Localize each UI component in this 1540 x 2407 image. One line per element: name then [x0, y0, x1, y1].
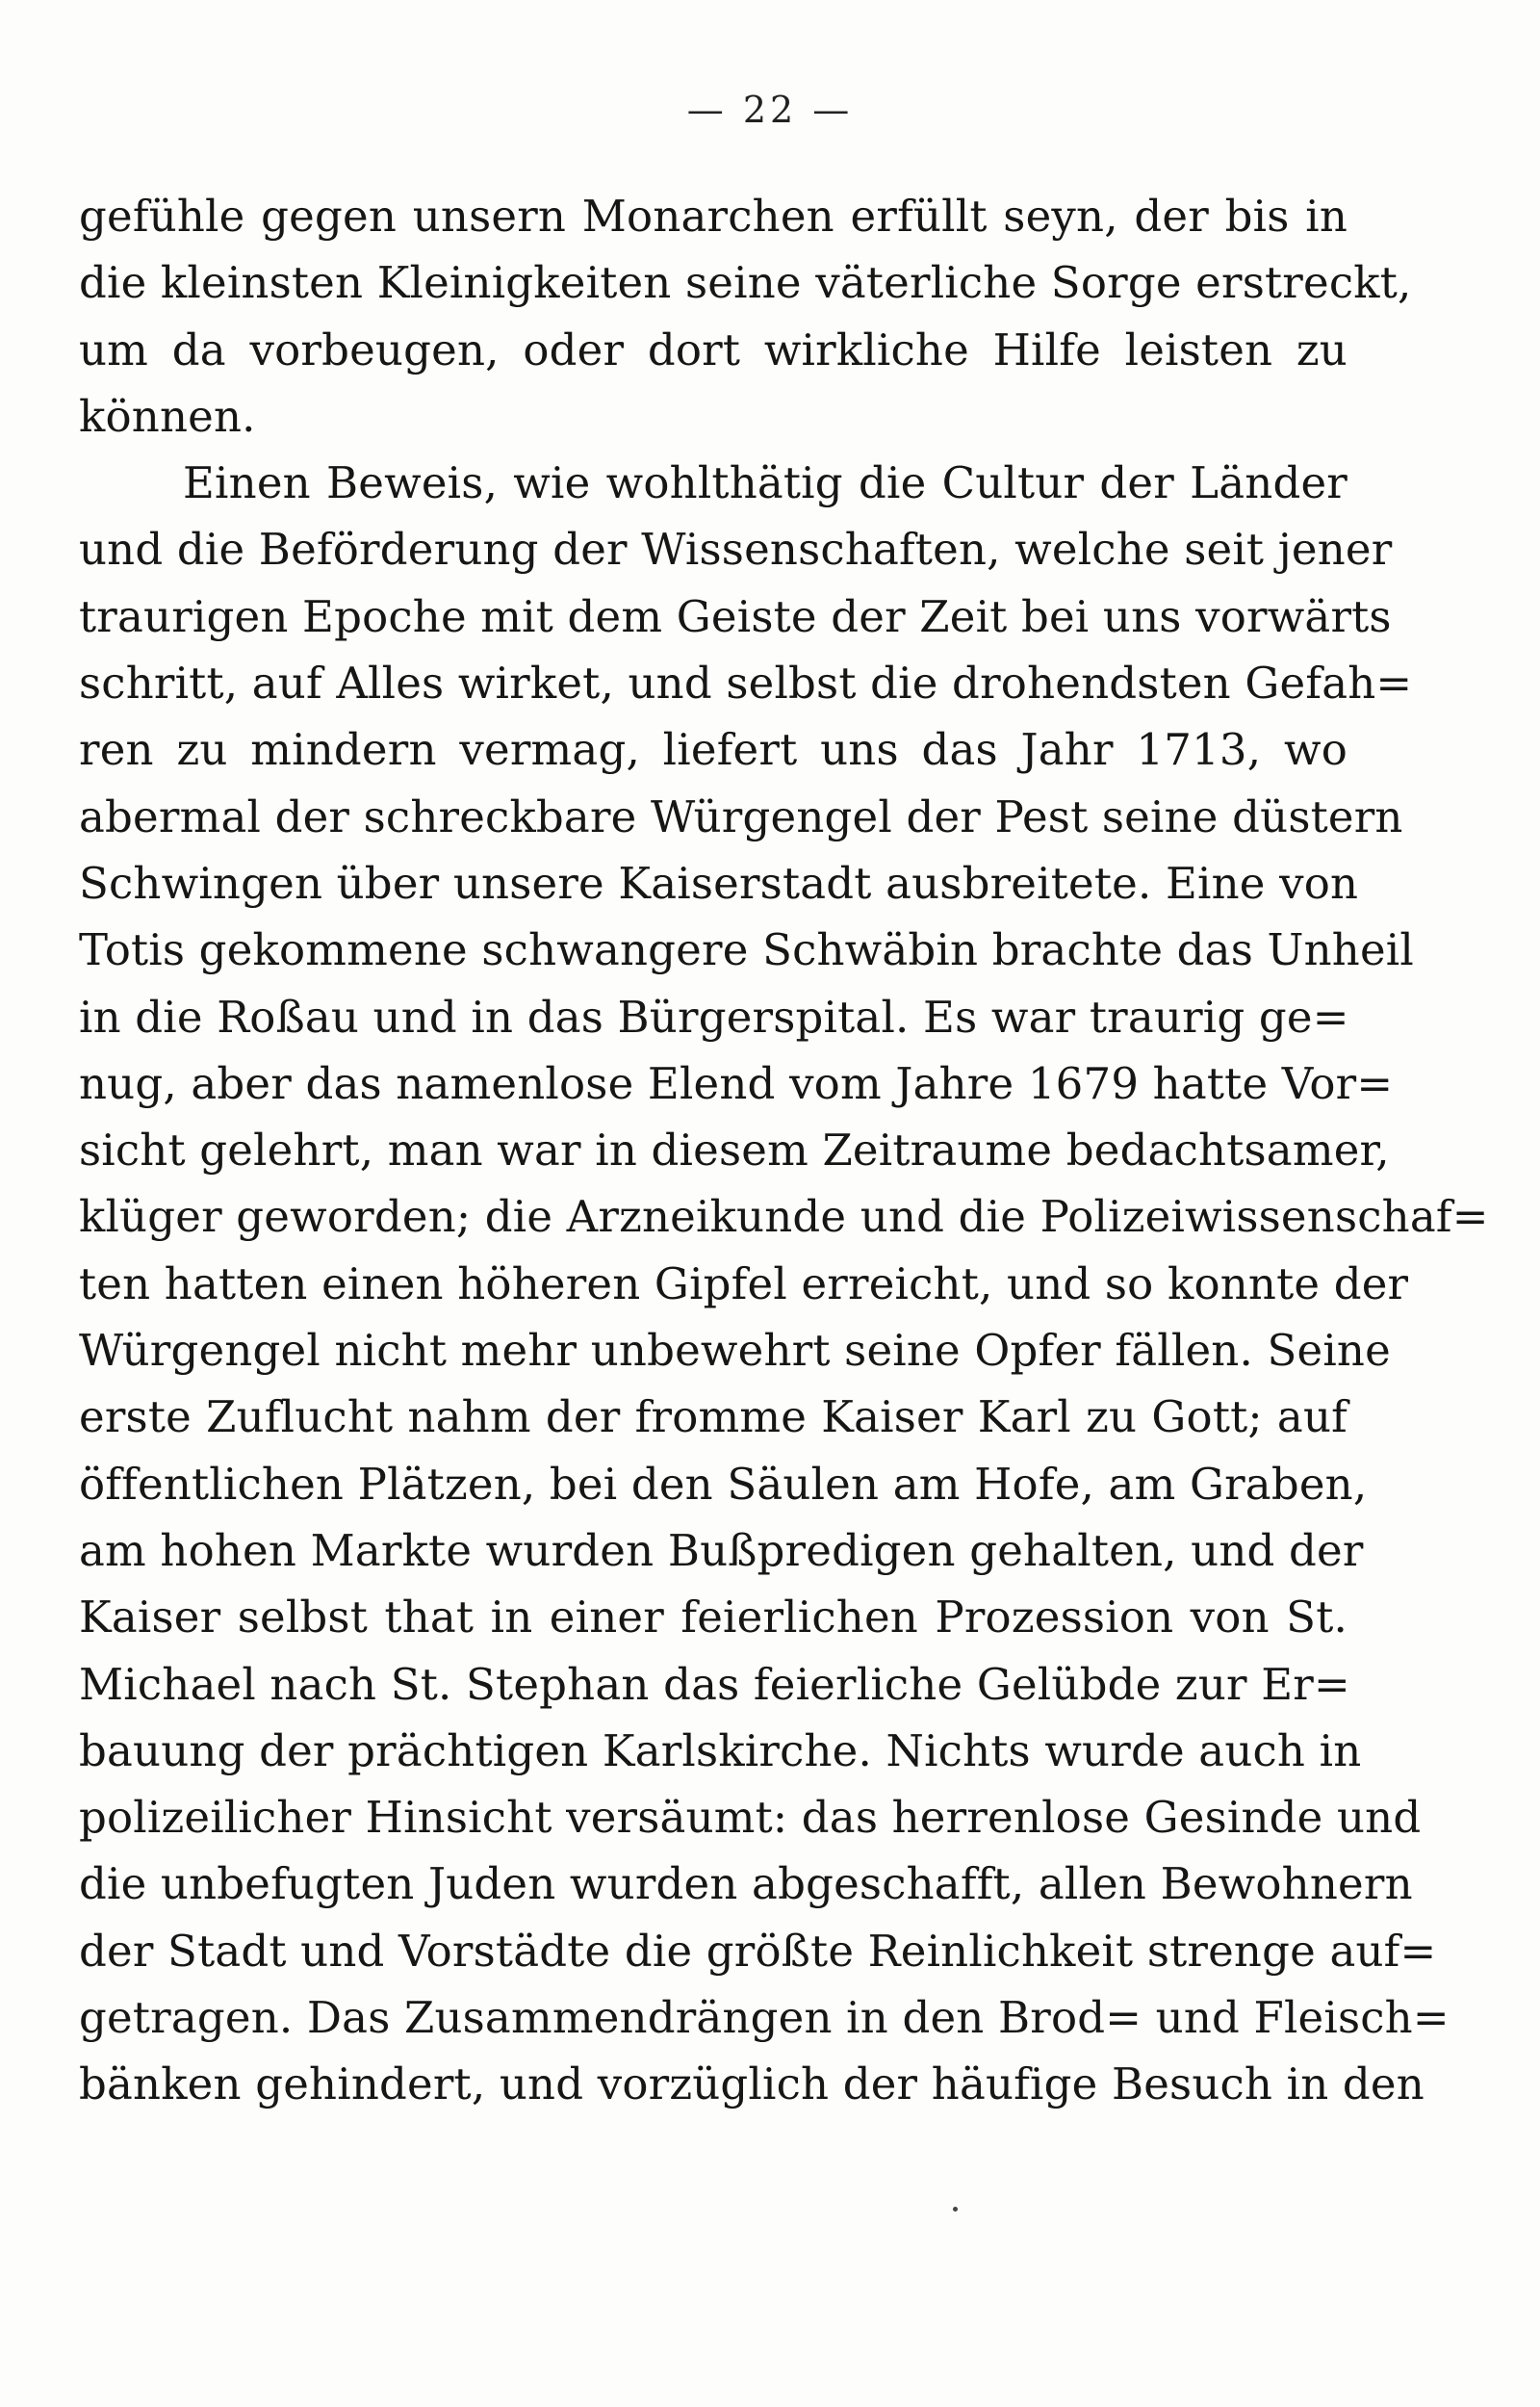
text-line: die kleinsten Kleinigkeiten seine väterliche Sorge erstreckt, [79, 257, 1412, 309]
text-line: ren zu mindern vermag, liefert uns das Jahr 1713, wo [79, 724, 1348, 776]
text-line: bauung der prächtigen Karlskirche. Nichts wurde auch in [79, 1724, 1362, 1776]
text-line: klüger geworden; die Arzneikunde und die Polizeiwissenschaf= [79, 1191, 1489, 1243]
text-line: Totis gekommene schwangere Schwäbin brachte das Unheil [79, 924, 1414, 976]
text-line: sicht gelehrt, man war in diesem Zeitraume bedachtsamer, [79, 1125, 1390, 1177]
text-line: Kaiser selbst that in einer feierlichen Prozession von St. [79, 1592, 1348, 1643]
paper-speck [953, 2207, 958, 2212]
text-line: die unbefugten Juden wurden abgeschafft, allen Bewohnern [79, 1858, 1413, 1910]
text-line: Würgengel nicht mehr unbewehrt seine Opfer fällen. Seine [79, 1325, 1391, 1377]
text-line: schritt, auf Alles wirket, und selbst die drohendsten Gefah= [79, 658, 1413, 710]
text-line: um da vorbeugen, oder dort wirkliche Hilfe leisten zu [79, 324, 1348, 375]
text-line: abermal der schreckbare Würgengel der Pest seine düstern [79, 790, 1403, 842]
text-line: können. [79, 390, 256, 442]
text-line: bänken gehindert, und vorzüglich der häufige Besuch in den [79, 2058, 1424, 2110]
text-line: gefühle gegen unsern Monarchen erfüllt seyn, der bis in [79, 191, 1348, 242]
text-line: in die Roßau und in das Bürgerspital. Es war traurig ge= [79, 991, 1349, 1043]
text-line: ten hatten einen höheren Gipfel erreicht, und so konnte der [79, 1257, 1409, 1309]
text-line: nug, aber das namenlose Elend vom Jahre 1679 hatte Vor= [79, 1057, 1394, 1109]
text-line: Michael nach St. Stephan das feierliche Gelübde zur Er= [79, 1658, 1350, 1710]
text-line: erste Zuflucht nahm der fromme Kaiser Karl zu Gott; auf [79, 1391, 1348, 1443]
body-text [79, 183, 1489, 2118]
text-line: der Stadt und Vorstädte die größte Reinlichkeit strenge auf= [79, 1925, 1437, 1977]
text-line: traurigen Epoche mit dem Geiste der Zeit bei uns vorwärts [79, 590, 1392, 642]
text-line: am hohen Markte wurden Bußpredigen gehalten, und der [79, 1524, 1364, 1576]
text-line: getragen. Das Zusammendrängen in den Brod= und Fleisch= [79, 1992, 1450, 2044]
text-line: und die Beförderung der Wissenschaften, welche seit jener [79, 524, 1393, 576]
text-line: öffentlichen Plätzen, bei den Säulen am Hofe, am Graben, [79, 1458, 1368, 1510]
page-number: — 22 — [686, 89, 854, 131]
text-line: polizeilicher Hinsicht versäumt: das herrenlose Gesinde und [79, 1792, 1422, 1844]
text-line: Schwingen über unsere Kaiserstadt ausbreitete. Eine von [79, 857, 1359, 909]
text-line: Einen Beweis, wie wohlthätig die Cultur der Länder [183, 457, 1348, 509]
